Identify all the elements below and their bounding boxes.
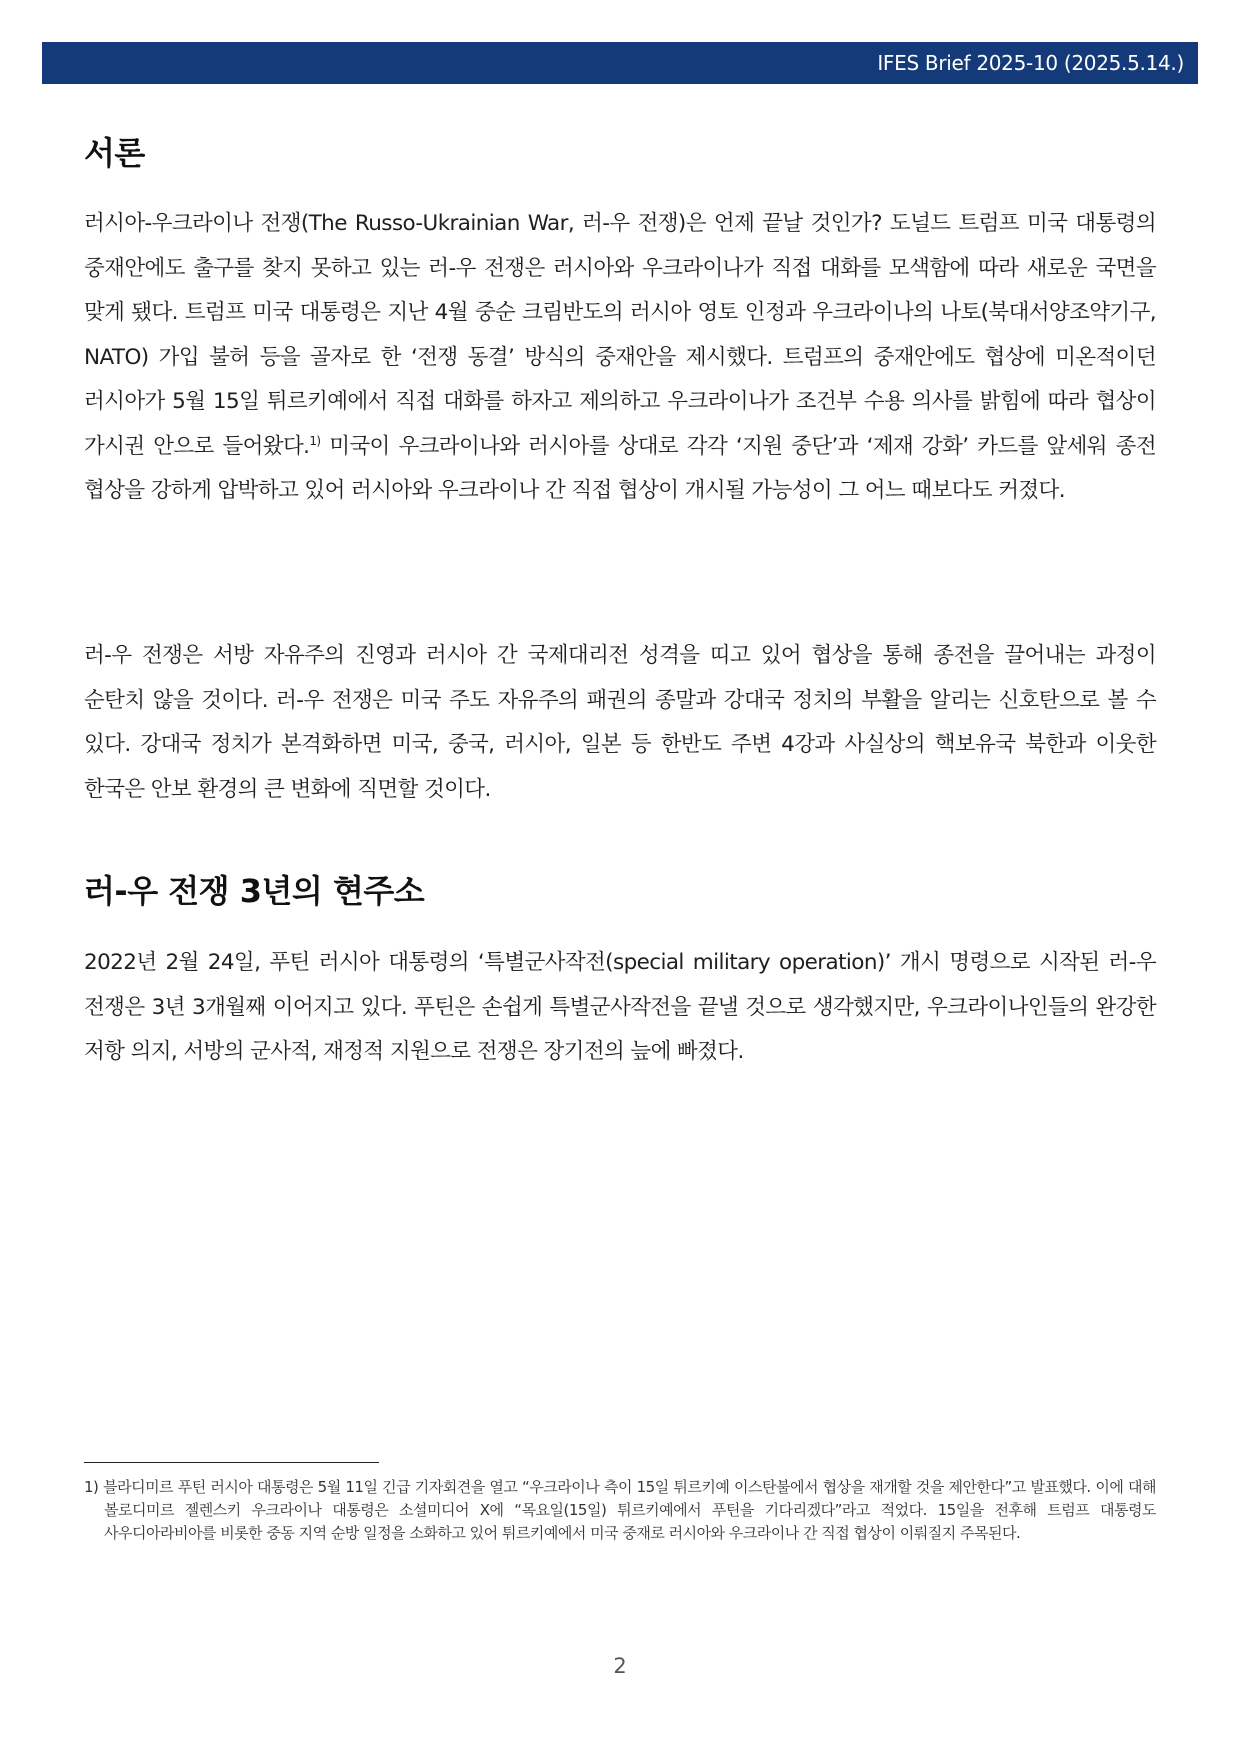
footnote-divider	[84, 1462, 379, 1463]
intro-paragraph-2: 러-우 전쟁은 서방 자유주의 진영과 러시아 간 국제대리전 성격을 띠고 있어 협상을 통해 종전을 끌어내는 과정이 순탄치 않을 것이다. 러-우 전쟁은 미국 주도 자유주의 패권의 종말과 강대국 정치의 부활을 알리는 신호탄으로 볼 수 있다. 강대국 정치가 본격화하면 미국, 중국, 러시아, 일본 등 한반도 주변 4강과 사실상의 핵보유국 북한과 이웃한 한국은 안보 환경의 큰 변화에 직면할 것이다.	[84, 643, 1156, 802]
intro-paragraph-1-text-continued: 미국이 우크라이나와 러시아를 상대로 각각 ‘지원 중단’과 ‘제재 강화’ 카드를 앞세워 종전 협상을 강하게 압박하고 있어 러시아와 우크라이나 간 직접 협상이 개시될 가능성이 그 어느 때보다도 커졌다.	[84, 433, 1156, 503]
section-heading-war-status: 러-우 전쟁 3년의 현주소	[84, 872, 425, 910]
intro-paragraph-1-text: 러시아-우크라이나 전쟁(The Russo-Ukrainian War, 러-우 전쟁)은 언제 끝날 것인가? 도널드 트럼프 미국 대통령의 중재안에도 출구를 찾지 못하고 있는 러-우 전쟁은 러시아와 우크라이나가 직접 대화를 모색함에 따라 새로운 국면을 맞게 됐다. 트럼프 미국 대통령은 지난 4월 중순 크림반도의 러시아 영토 인정과 우크라이나의 나토(북대서양조약기구, NATO) 가입 불허 등을 골자로 한 ‘전쟁 동결’ 방식의 중재안을 제시했다. 트럼프의 중재안에도 협상에 미온적이던 러시아가 5월 15일 튀르키예에서 직접 대화를 하자고 제의하고 우크라이나가 조건부 수용 의사를 밝힘에 따라 협상이 가시권 안으로 들어왔다.	[84, 211, 1156, 459]
section-heading-introduction: 서론	[84, 134, 145, 172]
footnote-marker: 1)	[84, 1478, 99, 1496]
page-number: 2	[613, 1654, 627, 1678]
footnote	[84, 1476, 1156, 1545]
header-bar	[42, 42, 1198, 84]
footnote-reference[interactable]: 1)	[309, 433, 321, 448]
war-status-paragraph-1: 2022년 2월 24일, 푸틴 러시아 대통령의 ‘특별군사작전(special military operation)’ 개시 명령으로 시작된 러-우 전쟁은 3년 3개월째 이어지고 있다. 푸틴은 손쉽게 특별군사작전을 끝낼 것으로 생각했지만, 우크라이나인들의 완강한 저항 의지, 서방의 군사적, 재정적 지원으로 전쟁은 장기전의 늪에 빠졌다.	[84, 950, 1156, 1064]
intro-paragraph-1	[84, 202, 1156, 514]
brief-label: IFES Brief 2025-10 (2025.5.14.)	[877, 51, 1184, 75]
footnote-text: 블라디미르 푸틴 러시아 대통령은 5월 11일 긴급 기자회견을 열고 “우크라이나 측이 15일 튀르키예 이스탄불에서 협상을 재개할 것을 제안한다”고 발표했다. 이에 대해 볼로디미르 젤렌스키 우크라이나 대통령은 소셜미디어 X에 “목요일(15일) 튀르키예에서 푸틴을 기다리겠다”라고 적었다. 15일을 전후해 트럼프 대통령도 사우디아라비아를 비롯한 중동 지역 순방 일정을 소화하고 있어 튀르키예에서 미국 중재로 러시아와 우크라이나 간 직접 협상이 이뤄질지 주목된다.	[103, 1478, 1156, 1542]
